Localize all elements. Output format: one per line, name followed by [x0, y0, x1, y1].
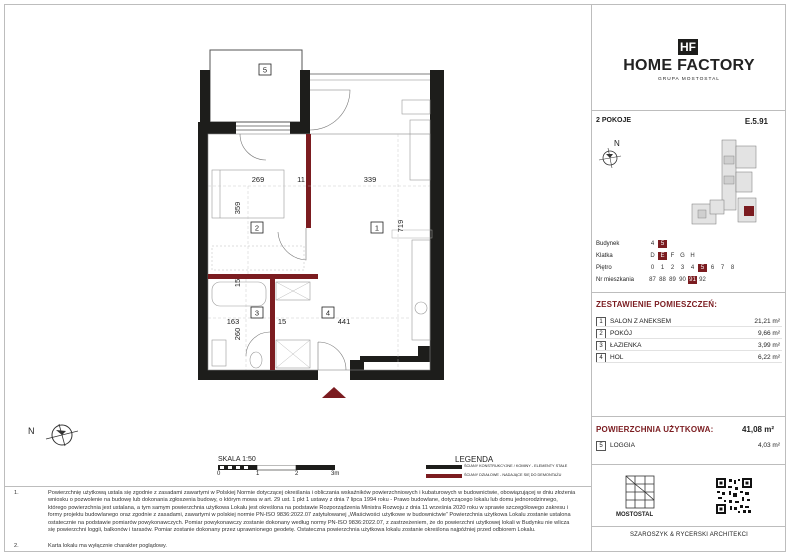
- rooms-count: 2 POKOJE: [596, 117, 632, 124]
- room-row: [596, 352, 782, 363]
- room-name: POKÓJ: [610, 330, 633, 337]
- unit-cell-1: 88: [659, 277, 666, 283]
- usable-area-title: POWIERZCHNIA UŻYTKOWA:: [596, 425, 714, 434]
- dim-15-horizontal: 15: [277, 317, 287, 326]
- wall-bottom-left: [198, 370, 318, 380]
- contractor-name: MOSTOSTAL: [616, 512, 654, 518]
- dim-719: 719: [396, 219, 405, 233]
- footnote-1-number: 1.: [14, 490, 19, 496]
- floor-cell-0: 0: [650, 265, 655, 271]
- footnote-divider: [4, 486, 591, 487]
- scale-tick-3: 3m: [331, 471, 340, 477]
- dim-269: 269: [251, 175, 265, 184]
- footnote-2: Karta lokalu ma wyłącznie charakter poglądowy.: [48, 543, 167, 549]
- room-row: [596, 328, 782, 339]
- dim-339: 339: [363, 175, 377, 184]
- room-label-1: [371, 222, 383, 233]
- dim-441: 441: [337, 317, 351, 326]
- floor-cell-7: 7: [720, 265, 725, 271]
- table-label-unit-number: Nr mieszkania: [596, 277, 635, 283]
- legend-label-structural: ŚCIANY KONSTRUKCYJNE / KOMINY - ELEMENTY STAŁE: [464, 464, 568, 468]
- unit-cell-3: 90: [679, 277, 686, 283]
- info-panel: [591, 4, 786, 552]
- logo-mark: HF: [680, 40, 696, 54]
- sofa: [410, 120, 430, 180]
- footnote-1: Powierzchnię użytkową ustala się zgodnie z zasadami zawartymi w Polskiej Normie dotyczącej określania i obliczania wskaźników powierzchniowych i kubaturowych w budownictwie, obowiązującej w dniu złożenia wniosku o pozwolenie na budowę lub dokonania zgłoszenia budowy, o którym mowa w art. 29 ust. 1 pkt 1 ustawy z dnia 7 lipca 1994 roku - Prawo budowlane, dotyczącego lokalu lub domu jednorodzinnego, którego powierzchnia jest ustalana, a tym samym powierzchnia użytkowa Lokalu jest określona na podstawie Rozporządzenia Ministra Rozwoju z dnia 11 września 2020 roku w sprawie szczegółowego zakresu i formy projektu budowlanego oraz zgodnie z zasadami, zawartymi w polskiej normie PN-ISO 9836:2022.07 zatytułowanej „Właściwości użytkowe w budownictwie” Powierzchnia użytkowa Lokalu zostanie ustalona ostatecznie na podstawie pomiarów powykonawczych. Pomiar powykonawczy zostanie dokonany według normy PN-ISO 9836:2022.07, z zastrzeżeniem, że do powierzchni użytkowej lokali w Budynku nie wlicza się powierzchni loggii, balkonów i tarasów. Pomiar zostanie dokonany przez uprawnionego geodetę. Ostateczna powierzchnia użytkowa lokalu zostanie określona najpóźniej przed odbiorem Lokalu.: [48, 490, 576, 534]
- unit-cell-5: 92: [699, 277, 706, 283]
- loggia-outline: [210, 50, 302, 122]
- partition-bath-top: [208, 274, 318, 279]
- dim-359: 359: [233, 201, 242, 215]
- room-row: [596, 316, 782, 327]
- dim-11: 11: [297, 175, 305, 184]
- dim-260: 260: [233, 327, 242, 341]
- footnote-2-number: 2.: [14, 543, 19, 549]
- scale-bar: [218, 465, 338, 473]
- wall-right: [430, 70, 444, 380]
- staircase-cell-0: D: [650, 253, 655, 259]
- mostostal-logo-icon: [618, 472, 662, 512]
- compass-letter: N: [614, 139, 620, 148]
- dim-15-vertical: 15: [233, 278, 242, 288]
- partition-bath-hol: [270, 279, 275, 370]
- scale-tick-0: 0: [217, 471, 221, 477]
- dim-163: 163: [226, 317, 240, 326]
- partition-room2-living: [306, 134, 311, 228]
- room-area: 3,99 m²: [757, 342, 780, 349]
- room-label-2: [251, 222, 263, 233]
- floor-cell-4: 4: [690, 265, 695, 271]
- entrance-arrow: [322, 387, 346, 398]
- legend-swatch-structural: [426, 465, 462, 469]
- wall-left: [198, 122, 208, 378]
- room-area: 9,66 m²: [757, 330, 780, 337]
- svg-text:4: 4: [325, 308, 331, 318]
- table-label-staircase: Klatka: [596, 253, 613, 259]
- kitchen-counter: [412, 240, 430, 340]
- svg-text:1: 1: [374, 223, 380, 233]
- room-name: LOGGIA: [610, 442, 635, 449]
- legend-title: LEGENDA: [455, 455, 494, 464]
- svg-text:2: 2: [254, 223, 260, 233]
- room-name: HOL: [610, 354, 624, 361]
- room-label-5: [259, 64, 271, 75]
- floor-cell-8: 8: [730, 265, 735, 271]
- room-name: ŁAZIENKA: [610, 342, 642, 349]
- architects-name: SZAROSZYK & RYCERSKI ARCHITEKCI: [629, 532, 749, 538]
- room-number: 1: [596, 317, 606, 327]
- staircase-cell-3: G: [680, 253, 685, 259]
- usable-area-value: 41,08 m²: [741, 425, 774, 434]
- table-label-floor: Piętro: [596, 265, 612, 271]
- room-name: SALON Z ANEKSEM: [610, 318, 672, 325]
- building-cell-0: 4: [650, 241, 655, 247]
- rooms-section-title: ZESTAWIENIE POMIESZCZEŃ:: [596, 300, 718, 309]
- key-plan-unit-highlight: [744, 206, 754, 216]
- room-area: 4,03 m²: [757, 442, 780, 449]
- scale-tick-1: 1: [256, 471, 260, 477]
- room-number: 4: [596, 353, 606, 363]
- table-label-building: Budynek: [596, 241, 620, 247]
- floor-cell-5: 5: [698, 264, 707, 272]
- room-number: 2: [596, 329, 606, 339]
- staircase-cell-4: H: [690, 253, 695, 259]
- staircase-cell-2: F: [670, 253, 675, 259]
- room-number: 3: [596, 341, 606, 351]
- floor-cell-6: 6: [710, 265, 715, 271]
- floor-cell-3: 3: [680, 265, 685, 271]
- room-area: 21,21 m²: [754, 318, 780, 325]
- unit-cell-2: 89: [669, 277, 676, 283]
- room-number: 5: [596, 441, 606, 451]
- legend-swatch-partition: [426, 474, 462, 478]
- loggia-row: [596, 440, 782, 451]
- unit-code: E.5.91: [744, 117, 768, 126]
- toilet: [250, 352, 262, 368]
- floor-cell-2: 2: [670, 265, 675, 271]
- floor-cell-1: 1: [660, 265, 665, 271]
- key-plan: [688, 136, 772, 236]
- scale-title: SKALA 1:50: [218, 456, 256, 463]
- svg-text:3: 3: [254, 308, 260, 318]
- unit-cell-0: 87: [649, 277, 656, 283]
- unit-cell-4: 91: [689, 277, 696, 283]
- room-area: 6,22 m²: [757, 354, 780, 361]
- room-label-3: [251, 307, 263, 318]
- room-row: [596, 340, 782, 351]
- scale-tick-2: 2: [295, 471, 299, 477]
- building-cell-1: 5: [658, 240, 667, 248]
- compass-left-letter: N: [28, 426, 35, 436]
- brand-group: GRUPA MOSTOSTAL: [658, 77, 720, 82]
- svg-text:5: 5: [262, 65, 268, 75]
- staircase-cell-1: E: [658, 252, 667, 260]
- wall-bottom-right: [350, 370, 444, 380]
- brand-name: HOME FACTORY: [623, 57, 755, 74]
- room-label-4: [322, 307, 334, 318]
- qr-code-icon[interactable]: [716, 478, 752, 514]
- legend-label-partition: ŚCIANY DZIAŁOWE - NADAJĄCE SIĘ DO DEMONTAŻU: [464, 473, 562, 477]
- loggia-wall-left: [200, 70, 210, 122]
